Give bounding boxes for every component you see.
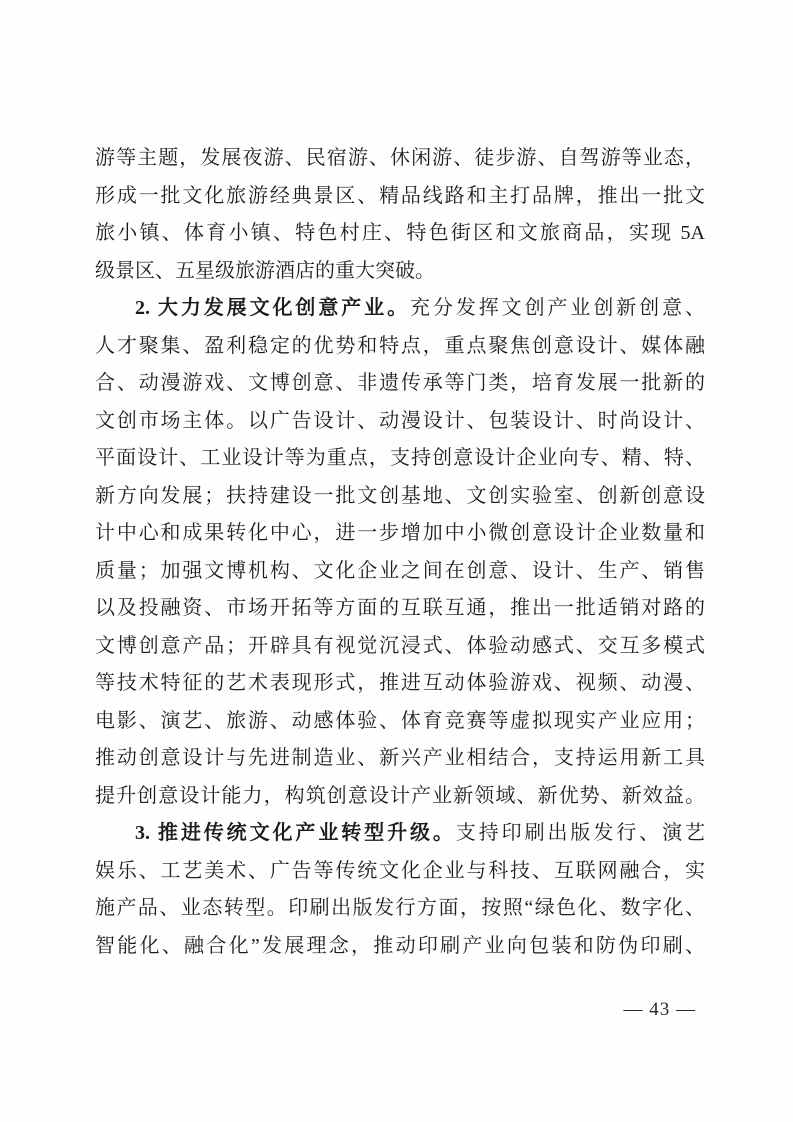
text-line: 游等主题，发展夜游、民宿游、休闲游、徒步游、自驾游等业态，: [95, 147, 705, 169]
text-line: 合、动漫游戏、文博创意、非遗传承等门类，培育发展一批新的: [95, 372, 705, 394]
text-line: 施产品、业态转型。印刷出版发行方面，按照“绿色化、数字化、: [95, 897, 705, 919]
section-heading: 2. 大力发展文化创意产业。: [135, 297, 410, 319]
text-line: 旅小镇、体育小镇、特色村庄、特色街区和文旅商品，实现 5A: [95, 222, 705, 244]
text-line: 形成一批文化旅游经典景区、精品线路和主打品牌，推出一批文: [95, 184, 705, 207]
text-line: [95, 290, 705, 328]
text-line: 人才聚集、盈利稳定的优势和特点，重点聚焦创意设计、媒体融: [95, 334, 705, 357]
paragraph-creative-industry: [95, 290, 705, 815]
section-lead-text: 支持印刷出版发行、演艺: [455, 822, 705, 844]
document-body: [95, 140, 705, 965]
text-line: 文创市场主体。以广告设计、动漫设计、包装设计、时尚设计、: [95, 409, 705, 432]
section-heading: 3. 推进传统文化产业转型升级。: [135, 822, 456, 844]
text-line: [95, 815, 705, 853]
text-line: 文博创意产品；开辟具有视觉沉浸式、体验动感式、交互多模式: [95, 634, 705, 657]
paragraph-traditional-industry: [95, 815, 705, 965]
text-line: 级景区、五星级旅游酒店的重大突破。: [95, 259, 435, 282]
text-line: 电影、演艺、旅游、动感体验、体育竞赛等虚拟现实产业应用；: [95, 709, 705, 732]
text-line: 娱乐、工艺美术、广告等传统文化企业与科技、互联网融合，实: [95, 859, 705, 882]
text-line: 质量；加强文博机构、文化企业之间在创意、设计、生产、销售: [95, 559, 705, 582]
section-lead-text: 充分发挥文创产业创新创意、: [410, 297, 705, 319]
text-line: 计中心和成果转化中心，进一步增加中小微创意设计企业数量和: [95, 522, 705, 544]
text-line: 新方向发展；扶持建设一批文创基地、文创实验室、创新创意设: [95, 484, 705, 507]
page-number: — 43 —: [623, 999, 696, 1020]
text-line: 推动创意设计与先进制造业、新兴产业相结合，支持运用新工具: [95, 747, 705, 769]
text-line: 等技术特征的艺术表现形式，推进互动体验游戏、视频、动漫、: [95, 672, 705, 694]
text-line: 提升创意设计能力，构筑创意设计产业新领域、新优势、新效益。: [95, 784, 705, 807]
paragraph-tourism: [95, 140, 705, 290]
text-line: 智能化、融合化”发展理念，推动印刷产业向包装和防伪印刷、: [95, 934, 705, 957]
text-line: 平面设计、工业设计等为重点，支持创意设计企业向专、精、特、: [95, 447, 705, 469]
text-line: 以及投融资、市场开拓等方面的互联互通，推出一批适销对路的: [95, 597, 705, 619]
